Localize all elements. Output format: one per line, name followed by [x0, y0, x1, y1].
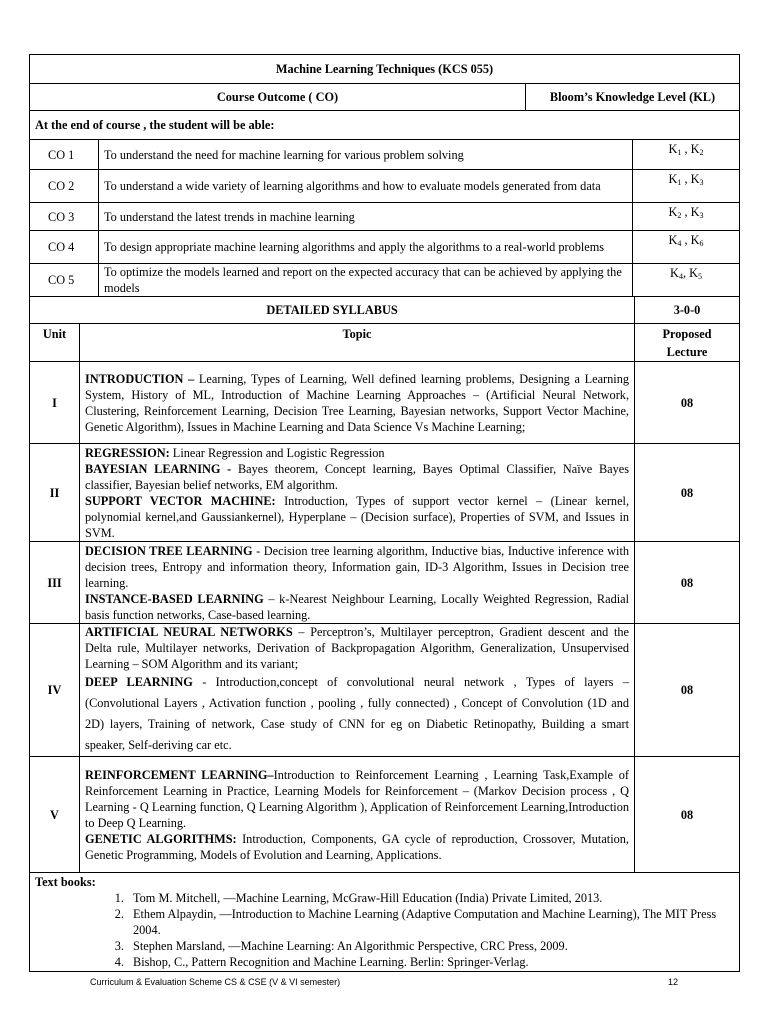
- co-text: To understand the latest trends in machine learning: [99, 203, 633, 231]
- unit-row: [30, 362, 740, 444]
- unit-row: [30, 542, 740, 624]
- unit-topic: REGRESSION: Linear Regression and Logistic Regression BAYESIAN LEARNING - Bayes theorem, Concept learning, Bayes Optimal Classifier, Naïve Bayes classifier, Bayesian belief networks, EM algorithm. SUPPORT VECTOR MACHINE: Introduction, Types of support vector kernel – (Linear kernel, polynomial kernel,and Gaussiankernel), Hyperplane – (Decision surface), Properties of SVM, and Issues in SVM.: [80, 444, 635, 542]
- co-text: To design appropriate machine learning algorithms and apply the algorithms to a real-world problems: [99, 231, 633, 264]
- page-number: 12: [668, 977, 679, 987]
- co-text: To optimize the models learned and report on the expected accuracy that can be achieved by applying the models: [99, 264, 633, 297]
- text-books-list: [35, 890, 734, 970]
- page-footer: [90, 977, 690, 987]
- unit-number: III: [30, 542, 80, 624]
- co-level: $K_1$ , $K_2$: [633, 140, 740, 170]
- co-level: $K_1$ , $K_3$: [633, 170, 740, 203]
- co-row: [30, 203, 740, 231]
- co-text: To understand the need for machine learning for various problem solving: [99, 140, 633, 170]
- text-book-item: 3. Stephen Marsland, —Machine Learning: An Algorithmic Perspective, CRC Press, 2009.: [127, 938, 734, 954]
- unit-number: I: [30, 362, 80, 444]
- text-books-row: [30, 873, 740, 972]
- ltp-value: 3-0-0: [635, 297, 740, 324]
- unit-lectures: 08: [635, 362, 740, 444]
- topic-header: Topic: [80, 324, 635, 362]
- unit-number: II: [30, 444, 80, 542]
- unit-lectures: 08: [635, 757, 740, 873]
- unit-topic: REINFORCEMENT LEARNING–Introduction to Reinforcement Learning , Learning Task,Example of Reinforcement Learning in Practice, Learning Models for Reinforcement – (Markov Decision process , Q Learning - Q Learning function, Q Learning Algorithm ), Application of Reinforcement Learning,Introduction to Deep Q Learning. GENETIC ALGORITHMS: Introduction, Components, GA cycle of reproduction, Crossover, Mutation, Genetic Programming, Models of Evolution and Learning, Applications.: [80, 757, 635, 873]
- lecture-header: Proposed Lecture: [635, 324, 740, 362]
- co-id: CO 2: [30, 170, 99, 203]
- syllabus-title: DETAILED SYLLABUS: [30, 297, 635, 324]
- course-title: Machine Learning Techniques (KCS 055): [30, 55, 740, 84]
- kl-header: Bloom’s Knowledge Level (KL): [526, 84, 740, 111]
- co-header: Course Outcome ( CO): [30, 84, 526, 111]
- text-books-label: Text books:: [35, 875, 96, 889]
- syllabus-table: [29, 296, 740, 972]
- unit-lectures: 08: [635, 542, 740, 624]
- syllabus-page: [29, 54, 739, 972]
- intro-text: At the end of course , the student will be able:: [30, 111, 740, 140]
- co-row: [30, 170, 740, 203]
- unit-topic: DECISION TREE LEARNING - Decision tree learning algorithm, Inductive bias, Inductive inference with decision trees, Entropy and information theory, Information gain, ID-3 Algorithm, Issues in Decision tree learning. INSTANCE-BASED LEARNING – k-Nearest Neighbour Learning, Locally Weighted Regression, Radial basis function networks, Case-based learning.: [80, 542, 635, 624]
- unit-row: [30, 757, 740, 873]
- co-text: To understand a wide variety of learning algorithms and how to evaluate models generated from data: [99, 170, 633, 203]
- co-id: CO 3: [30, 203, 99, 231]
- footer-text: Curriculum & Evaluation Scheme CS & CSE (V & VI semester): [90, 977, 341, 987]
- unit-lectures: 08: [635, 444, 740, 542]
- co-row: [30, 231, 740, 264]
- unit-row: [30, 624, 740, 757]
- co-id: CO 5: [30, 264, 99, 297]
- unit-topic: ARTIFICIAL NEURAL NETWORKS – Perceptron’s, Multilayer perceptron, Gradient descent and the Delta rule, Multilayer networks, Derivation of Backpropagation Algorithm, Generalization, Unsupervised Learning – SOM Algorithm and its variant; DEEP LEARNING - Introduction,concept of convolutional neural network , Types of layers – (Convolutional Layers , Activation function , pooling , fully connected) , Concept of Convolution (1D and 2D) layers, Training of network, Case study of CNN for eg on Diabetic Retinopathy, Building a smart speaker, Self-deriving car etc.: [80, 624, 635, 757]
- text-book-item: 2. Ethem Alpaydin, —Introduction to Machine Learning (Adaptive Computation and Machine Learning), The MIT Press 2004.: [127, 906, 734, 938]
- co-level: $K_4$ , $K_6$: [633, 231, 740, 264]
- co-row: [30, 140, 740, 170]
- unit-number: V: [30, 757, 80, 873]
- co-level: $K_4$, $K_5$: [633, 264, 740, 297]
- co-row: [30, 264, 740, 297]
- course-outcome-table: [29, 54, 740, 297]
- unit-row: [30, 444, 740, 542]
- unit-lectures: 08: [635, 624, 740, 757]
- unit-number: IV: [30, 624, 80, 757]
- unit-header: Unit: [30, 324, 80, 362]
- co-level: $K_2$ , $K_3$: [633, 203, 740, 231]
- co-id: CO 1: [30, 140, 99, 170]
- unit-topic: INTRODUCTION – Learning, Types of Learning, Well defined learning problems, Designing a Learning System, History of ML, Introduction of Machine Learning Approaches – (Artificial Neural Network, Clustering, Reinforcement Learning, Decision Tree Learning, Bayesian networks, Support Vector Machine, Genetic Algorithm), Issues in Machine Learning and Data Science Vs Machine Learning;: [80, 362, 635, 444]
- text-book-item: 1. Tom M. Mitchell, —Machine Learning, McGraw-Hill Education (India) Private Limited, 2013.: [127, 890, 734, 906]
- text-book-item: 4. Bishop, C., Pattern Recognition and Machine Learning. Berlin: Springer-Verlag.: [127, 954, 734, 970]
- co-id: CO 4: [30, 231, 99, 264]
